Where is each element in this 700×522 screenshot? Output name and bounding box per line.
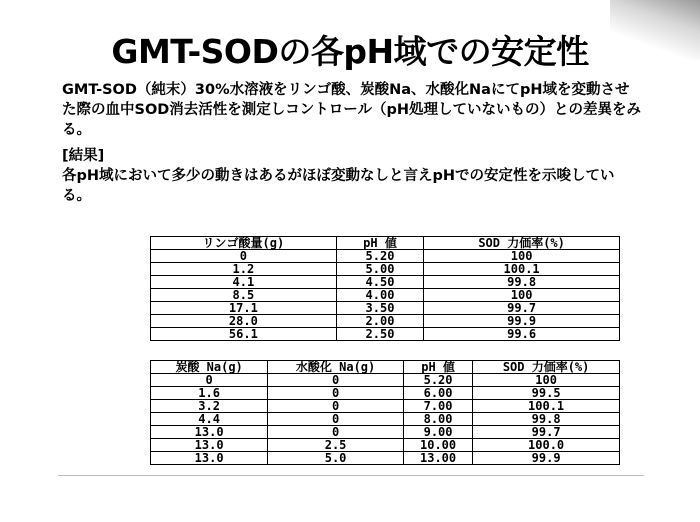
sodium-carbonate-hydroxide-table (150, 360, 620, 465)
table-cell: 3.2 (151, 400, 268, 413)
table-row (151, 315, 620, 328)
table-cell: 17.1 (151, 302, 337, 315)
table-row (151, 374, 620, 387)
table-row (151, 452, 620, 465)
table-cell: 100.1 (473, 400, 620, 413)
table-cell: 13.0 (151, 452, 268, 465)
table-row (151, 439, 620, 452)
table-cell: 99.9 (473, 452, 620, 465)
table-header-row (151, 361, 620, 374)
table-cell: 13.0 (151, 439, 268, 452)
table-cell: 4.4 (151, 413, 268, 426)
table-cell: 6.00 (403, 387, 472, 400)
bottom-divider (58, 475, 644, 476)
table-cell: 99.9 (424, 315, 620, 328)
table-row (151, 413, 620, 426)
table-cell: 13.00 (403, 452, 472, 465)
table-cell: 56.1 (151, 328, 337, 341)
table-cell: 2.5 (268, 439, 404, 452)
table-cell: 28.0 (151, 315, 337, 328)
table-cell: 99.8 (424, 276, 620, 289)
table-cell: 100.0 (473, 439, 620, 452)
table-cell: 13.0 (151, 426, 268, 439)
table-cell: 8.00 (403, 413, 472, 426)
table-cell: 5.20 (403, 374, 472, 387)
table-cell: 1.2 (151, 263, 337, 276)
table-cell: 99.6 (424, 328, 620, 341)
table-cell: 99.7 (424, 302, 620, 315)
table-cell: 100 (424, 289, 620, 302)
table-cell: 8.5 (151, 289, 337, 302)
header-cell: pH 値 (336, 237, 423, 250)
table-cell: 2.50 (336, 328, 423, 341)
malic-acid-table (150, 236, 620, 341)
table-cell: 5.20 (336, 250, 423, 263)
table-cell: 2.00 (336, 315, 423, 328)
page-title: GMT-SODの各pH域での安定性 (111, 32, 589, 71)
table-cell: 4.50 (336, 276, 423, 289)
header-cell: 炭酸 Na(g) (151, 361, 268, 374)
intro-paragraph: GMT-SOD（純末）30%水溶液をリンゴ酸、炭酸Na、水酸化NaにてpH域を変動させた際の血中SOD消去活性を測定しコントロール（pH処理していないもの）との差異をみる。 (62, 82, 642, 138)
header-cell: 水酸化 Na(g) (268, 361, 404, 374)
table-cell: 0 (151, 374, 268, 387)
result-paragraph: 各pH域において多少の動きはあるがほぼ変動なしと言えpHでの安定性を示唆している。 (62, 168, 615, 204)
table-cell: 1.6 (151, 387, 268, 400)
table-cell: 5.00 (336, 263, 423, 276)
header-cell: SOD 力価率(%) (424, 237, 620, 250)
table-cell: 99.7 (473, 426, 620, 439)
table-cell: 0 (268, 426, 404, 439)
table-cell: 99.8 (473, 413, 620, 426)
header-cell: リンゴ酸量(g) (151, 237, 337, 250)
table-row (151, 328, 620, 341)
table-row (151, 276, 620, 289)
table-row (151, 289, 620, 302)
result-heading: [結果] (62, 148, 105, 164)
table-row (151, 400, 620, 413)
header-cell: SOD 力価率(%) (473, 361, 620, 374)
table-cell: 5.0 (268, 452, 404, 465)
table-cell: 4.1 (151, 276, 337, 289)
table-cell: 100.1 (424, 263, 620, 276)
table-cell: 0 (268, 374, 404, 387)
table-cell: 0 (268, 413, 404, 426)
table-row (151, 302, 620, 315)
table-row (151, 263, 620, 276)
table-row (151, 426, 620, 439)
table-cell: 9.00 (403, 426, 472, 439)
table-header-row (151, 237, 620, 250)
table-row (151, 387, 620, 400)
table-cell: 3.50 (336, 302, 423, 315)
table-cell: 100 (424, 250, 620, 263)
table-row (151, 250, 620, 263)
table-cell: 0 (151, 250, 337, 263)
table-cell: 7.00 (403, 400, 472, 413)
table-cell: 4.00 (336, 289, 423, 302)
table-cell: 0 (268, 400, 404, 413)
header-cell: pH 値 (403, 361, 472, 374)
table-cell: 99.5 (473, 387, 620, 400)
table-cell: 10.00 (403, 439, 472, 452)
table-cell: 100 (473, 374, 620, 387)
table-cell: 0 (268, 387, 404, 400)
